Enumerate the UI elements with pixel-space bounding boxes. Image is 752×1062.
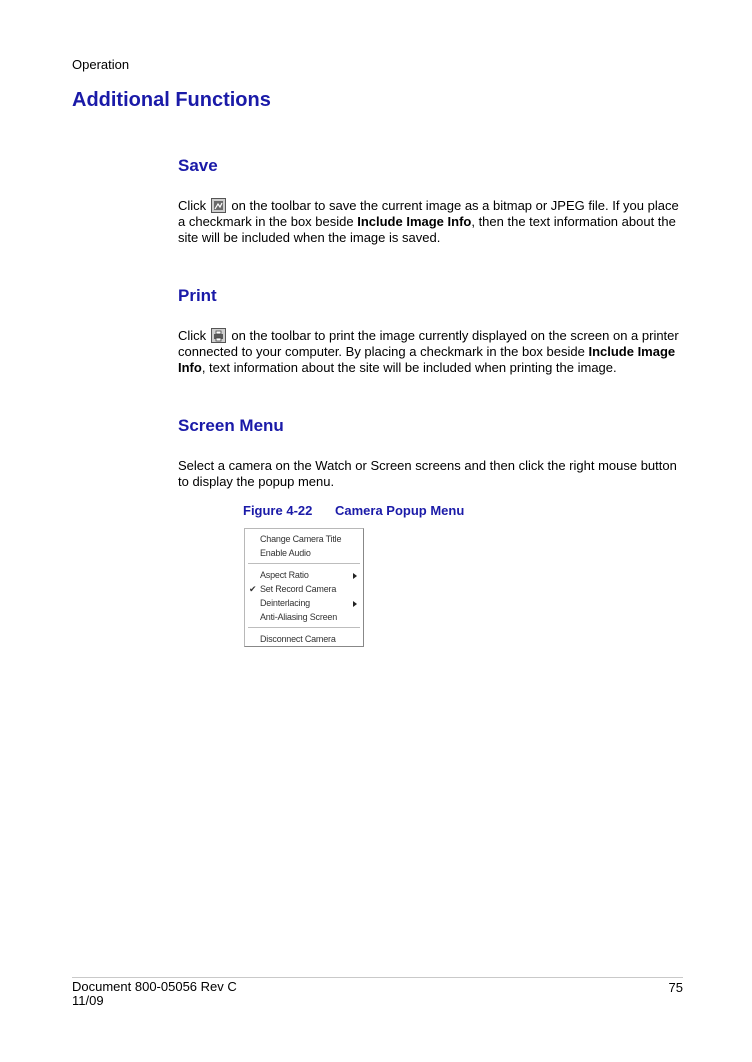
screen-menu-heading: Screen Menu [178, 416, 284, 435]
menu-item-deinterlacing[interactable] [245, 597, 363, 610]
screen-menu-paragraph: Select a camera on the Watch or Screen screens and then click the right mouse button to display the popup menu. [178, 458, 677, 489]
footer-doc-number: Document 800-05056 Rev C [72, 979, 237, 994]
menu-item-label: Change Camera Title [260, 534, 342, 544]
menu-separator [248, 563, 360, 564]
menu-item-label: Disconnect Camera [260, 634, 336, 644]
menu-item-anti-aliasing-screen[interactable] [245, 611, 363, 624]
menu-item-label: Set Record Camera [260, 584, 337, 594]
menu-item-set-record-camera[interactable] [245, 583, 363, 596]
submenu-arrow-icon [353, 573, 357, 579]
menu-item-label: Aspect Ratio [260, 570, 309, 580]
checkmark-icon: ✔ [249, 584, 257, 594]
page-number: 75 [668, 980, 683, 995]
menu-item-label: Anti-Aliasing Screen [260, 612, 338, 622]
figure-caption [243, 503, 464, 518]
print-image-icon [211, 328, 226, 343]
save-paragraph [178, 198, 683, 246]
save-text-2: , then the text information about the site will be included when the image is saved. [178, 214, 676, 245]
save-bold-text: Include Image Info [357, 214, 472, 229]
menu-item-disconnect-camera[interactable] [245, 633, 363, 646]
running-header: Operation [72, 57, 130, 72]
save-image-icon [211, 198, 226, 213]
print-heading: Print [178, 286, 217, 305]
print-paragraph [178, 328, 683, 376]
menu-item-enable-audio[interactable] [245, 547, 363, 560]
figure-number: Figure 4-22 [243, 503, 313, 518]
menu-item-label: Enable Audio [260, 548, 311, 558]
footer-date: 11/09 [72, 993, 104, 1008]
save-text-1: on the toolbar to save the current image as a bitmap or JPEG file. If you place a checkmark in the box beside [178, 198, 679, 229]
print-text-2: , text information about the site will be included when printing the image. [201, 360, 617, 375]
submenu-arrow-icon [353, 601, 357, 607]
camera-popup-menu [244, 528, 364, 647]
section-title: Additional Functions [72, 89, 271, 111]
print-bold-text: Include Image Info [178, 344, 676, 375]
footer-document-info [72, 980, 237, 1008]
figure-title: Camera Popup Menu [335, 503, 465, 518]
menu-item-change-camera-title[interactable] [245, 533, 363, 546]
print-text-1: on the toolbar to print the image currently displayed on the screen on a printer connected to your computer. By placing a checkmark in the box beside [178, 328, 679, 359]
print-click-text: Click [178, 328, 207, 343]
menu-item-label: Deinterlacing [260, 598, 310, 608]
footer-divider [72, 977, 683, 978]
save-click-text: Click [178, 198, 207, 213]
menu-separator [248, 627, 360, 628]
menu-item-aspect-ratio[interactable] [245, 569, 363, 582]
save-heading: Save [178, 156, 218, 175]
